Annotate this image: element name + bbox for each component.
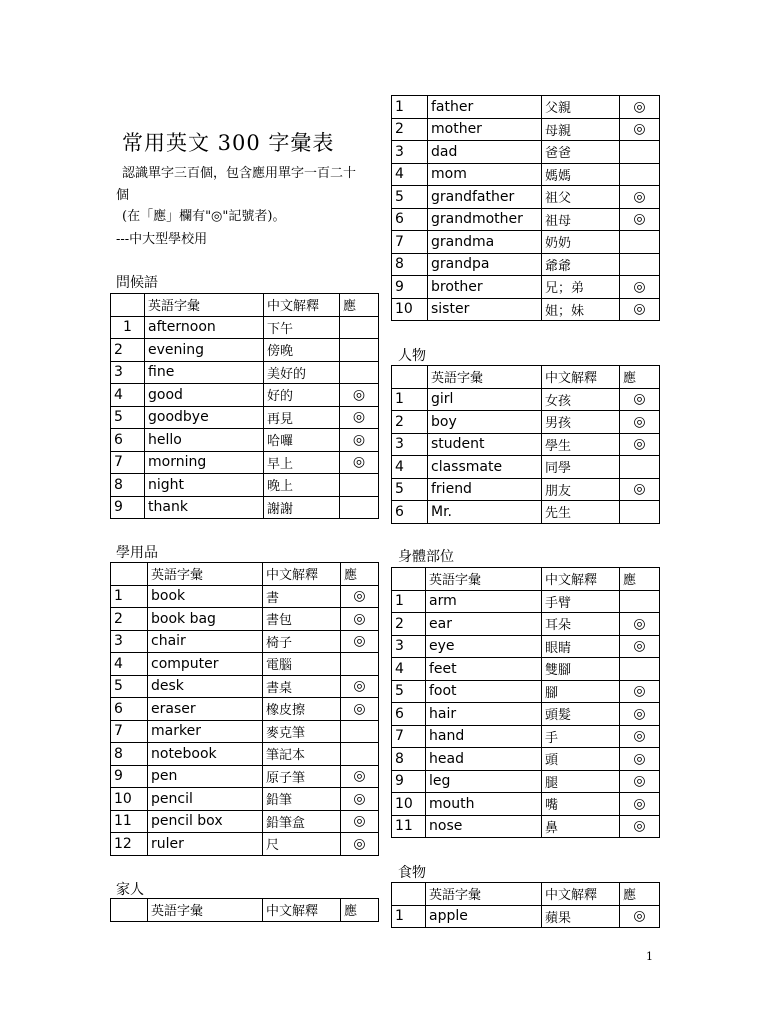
chinese-meaning: 傍晚 bbox=[264, 339, 340, 362]
header-chinese: 中文解釋 bbox=[263, 563, 341, 586]
applied-mark: ◎ bbox=[341, 608, 379, 631]
row-number: 12 bbox=[111, 833, 148, 856]
chinese-meaning: 橡皮擦 bbox=[263, 698, 341, 721]
header-applied: 應 bbox=[620, 883, 660, 906]
table-row bbox=[392, 253, 660, 276]
applied-mark bbox=[340, 496, 379, 519]
applied-mark: ◎ bbox=[620, 703, 660, 726]
header-chinese: 中文解釋 bbox=[542, 568, 620, 591]
table-row bbox=[111, 833, 379, 856]
family-table-continued bbox=[391, 95, 660, 321]
english-word: arm bbox=[426, 590, 542, 613]
applied-mark bbox=[620, 141, 660, 164]
chinese-meaning: 謝謝 bbox=[264, 496, 340, 519]
intro-school: ---中大型學校用 bbox=[116, 232, 208, 247]
row-number: 6 bbox=[392, 208, 428, 231]
english-word: brother bbox=[428, 276, 542, 299]
applied-mark: ◎ bbox=[620, 388, 660, 411]
people-table bbox=[391, 365, 660, 524]
row-number: 5 bbox=[111, 675, 148, 698]
row-number: 1 bbox=[392, 388, 428, 411]
chinese-meaning: 姐；妹 bbox=[542, 298, 620, 321]
applied-mark bbox=[341, 653, 379, 676]
chinese-meaning: 手 bbox=[542, 725, 620, 748]
row-number: 6 bbox=[392, 501, 428, 524]
table-row bbox=[392, 141, 660, 164]
chinese-meaning: 雙腳 bbox=[542, 658, 620, 681]
intro-line-1: 認識單字三百個，包含應用單字一百二十 bbox=[122, 166, 357, 181]
row-number: 3 bbox=[392, 635, 426, 658]
food-table bbox=[391, 882, 660, 928]
chinese-meaning: 腳 bbox=[542, 680, 620, 703]
applied-mark: ◎ bbox=[341, 765, 379, 788]
chinese-meaning: 女孩 bbox=[542, 388, 620, 411]
applied-mark: ◎ bbox=[620, 613, 660, 636]
chinese-meaning: 男孩 bbox=[542, 411, 620, 434]
applied-mark bbox=[620, 231, 660, 254]
applied-mark bbox=[620, 456, 660, 479]
table-row bbox=[392, 231, 660, 254]
table-row bbox=[392, 276, 660, 299]
chinese-meaning: 爸爸 bbox=[542, 141, 620, 164]
chinese-meaning: 再見 bbox=[264, 406, 340, 429]
section-title-food: 食物 bbox=[398, 865, 426, 881]
table-row bbox=[392, 118, 660, 141]
english-word: mouth bbox=[426, 793, 542, 816]
chinese-meaning: 晚上 bbox=[264, 474, 340, 497]
english-word: marker bbox=[148, 720, 263, 743]
row-number: 5 bbox=[111, 406, 145, 429]
table-row bbox=[392, 635, 660, 658]
header-english: 英語字彙 bbox=[148, 899, 263, 922]
table-row bbox=[392, 433, 660, 456]
chinese-meaning: 鼻 bbox=[542, 815, 620, 838]
applied-mark: ◎ bbox=[340, 429, 379, 452]
row-number: 1 bbox=[392, 96, 428, 119]
english-word: apple bbox=[426, 905, 542, 928]
applied-mark bbox=[340, 339, 379, 362]
table-row bbox=[111, 361, 379, 384]
table-row bbox=[111, 765, 379, 788]
english-word: hello bbox=[145, 429, 264, 452]
body-parts-table bbox=[391, 567, 660, 838]
english-word: sister bbox=[428, 298, 542, 321]
chinese-meaning: 鉛筆盒 bbox=[263, 810, 341, 833]
row-number: 10 bbox=[111, 788, 148, 811]
chinese-meaning: 椅子 bbox=[263, 630, 341, 653]
chinese-meaning: 電腦 bbox=[263, 653, 341, 676]
english-word: afternoon bbox=[145, 316, 264, 339]
row-number: 7 bbox=[111, 720, 148, 743]
header-chinese: 中文解釋 bbox=[264, 294, 340, 317]
row-number: 1 bbox=[111, 316, 145, 339]
chinese-meaning: 同學 bbox=[542, 456, 620, 479]
header-applied: 應 bbox=[341, 899, 379, 922]
chinese-meaning: 蘋果 bbox=[542, 905, 620, 928]
row-number: 5 bbox=[392, 680, 426, 703]
table-row bbox=[111, 474, 379, 497]
header-english: 英語字彙 bbox=[145, 294, 264, 317]
row-number: 3 bbox=[392, 433, 428, 456]
row-number: 2 bbox=[111, 608, 148, 631]
row-number: 9 bbox=[111, 496, 145, 519]
table-row bbox=[392, 793, 660, 816]
section-title-family: 家人 bbox=[116, 882, 144, 898]
row-number: 4 bbox=[392, 163, 428, 186]
applied-mark bbox=[340, 474, 379, 497]
header-blank-cell bbox=[111, 563, 148, 586]
table-row bbox=[111, 720, 379, 743]
english-word: hair bbox=[426, 703, 542, 726]
row-number: 3 bbox=[111, 630, 148, 653]
english-word: eraser bbox=[148, 698, 263, 721]
english-word: ruler bbox=[148, 833, 263, 856]
chinese-meaning: 頭髮 bbox=[542, 703, 620, 726]
chinese-meaning: 書 bbox=[263, 585, 341, 608]
table-row bbox=[392, 590, 660, 613]
applied-mark bbox=[341, 743, 379, 766]
table-row bbox=[392, 905, 660, 928]
applied-mark: ◎ bbox=[620, 186, 660, 209]
table-row bbox=[111, 788, 379, 811]
family-table bbox=[110, 898, 379, 922]
english-word: boy bbox=[428, 411, 542, 434]
header-applied: 應 bbox=[620, 366, 660, 389]
greetings-table bbox=[110, 293, 379, 519]
chinese-meaning: 爺爺 bbox=[542, 253, 620, 276]
chinese-meaning: 早上 bbox=[264, 451, 340, 474]
applied-mark bbox=[620, 590, 660, 613]
header-chinese: 中文解釋 bbox=[542, 883, 620, 906]
applied-mark: ◎ bbox=[341, 698, 379, 721]
english-word: leg bbox=[426, 770, 542, 793]
english-word: computer bbox=[148, 653, 263, 676]
chinese-meaning: 眼睛 bbox=[542, 635, 620, 658]
table-row bbox=[392, 186, 660, 209]
table-row bbox=[392, 456, 660, 479]
header-english: 英語字彙 bbox=[148, 563, 263, 586]
applied-mark bbox=[340, 316, 379, 339]
school-supplies-table bbox=[110, 562, 379, 856]
applied-mark: ◎ bbox=[341, 630, 379, 653]
applied-mark: ◎ bbox=[341, 788, 379, 811]
table-row bbox=[392, 613, 660, 636]
row-number: 10 bbox=[392, 793, 426, 816]
english-word: pen bbox=[148, 765, 263, 788]
header-blank-cell bbox=[111, 899, 148, 922]
english-word: pencil box bbox=[148, 810, 263, 833]
applied-mark: ◎ bbox=[341, 585, 379, 608]
english-word: chair bbox=[148, 630, 263, 653]
chinese-meaning: 祖父 bbox=[542, 186, 620, 209]
english-word: grandpa bbox=[428, 253, 542, 276]
header-chinese: 中文解釋 bbox=[542, 366, 620, 389]
english-word: mother bbox=[428, 118, 542, 141]
chinese-meaning: 下午 bbox=[264, 316, 340, 339]
row-number: 3 bbox=[392, 141, 428, 164]
table-header-row bbox=[392, 366, 660, 389]
english-word: feet bbox=[426, 658, 542, 681]
header-blank-cell bbox=[392, 883, 426, 906]
table-header-row bbox=[111, 563, 379, 586]
section-title-greetings: 問候語 bbox=[116, 275, 158, 291]
english-word: evening bbox=[145, 339, 264, 362]
table-row bbox=[392, 388, 660, 411]
table-row bbox=[392, 770, 660, 793]
applied-mark: ◎ bbox=[620, 478, 660, 501]
table-header-row bbox=[111, 294, 379, 317]
row-number: 6 bbox=[111, 429, 145, 452]
header-english: 英語字彙 bbox=[426, 883, 542, 906]
row-number: 8 bbox=[392, 748, 426, 771]
applied-mark: ◎ bbox=[620, 276, 660, 299]
applied-mark bbox=[620, 163, 660, 186]
header-blank-cell bbox=[392, 366, 428, 389]
row-number: 4 bbox=[111, 384, 145, 407]
chinese-meaning: 兄；弟 bbox=[542, 276, 620, 299]
chinese-meaning: 手臂 bbox=[542, 590, 620, 613]
row-number: 11 bbox=[111, 810, 148, 833]
applied-mark: ◎ bbox=[620, 635, 660, 658]
english-word: father bbox=[428, 96, 542, 119]
english-word: pencil bbox=[148, 788, 263, 811]
applied-mark: ◎ bbox=[620, 411, 660, 434]
applied-mark: ◎ bbox=[341, 833, 379, 856]
applied-mark: ◎ bbox=[340, 384, 379, 407]
section-title-people: 人物 bbox=[398, 348, 426, 364]
table-row bbox=[111, 810, 379, 833]
table-row bbox=[392, 725, 660, 748]
applied-mark: ◎ bbox=[620, 815, 660, 838]
table-row bbox=[111, 608, 379, 631]
table-row bbox=[111, 339, 379, 362]
table-row bbox=[111, 653, 379, 676]
english-word: grandma bbox=[428, 231, 542, 254]
row-number: 1 bbox=[392, 590, 426, 613]
document-title: 常用英文 300 字彙表 bbox=[122, 131, 335, 155]
row-number: 9 bbox=[392, 276, 428, 299]
applied-mark bbox=[620, 253, 660, 276]
row-number: 10 bbox=[392, 298, 428, 321]
applied-mark: ◎ bbox=[620, 208, 660, 231]
english-word: desk bbox=[148, 675, 263, 698]
row-number: 1 bbox=[392, 905, 426, 928]
table-row bbox=[392, 96, 660, 119]
row-number: 2 bbox=[392, 118, 428, 141]
header-applied: 應 bbox=[341, 563, 379, 586]
english-word: fine bbox=[145, 361, 264, 384]
table-row bbox=[111, 429, 379, 452]
english-word: Mr. bbox=[428, 501, 542, 524]
english-word: nose bbox=[426, 815, 542, 838]
table-row bbox=[392, 478, 660, 501]
row-number: 4 bbox=[392, 456, 428, 479]
chinese-meaning: 耳朵 bbox=[542, 613, 620, 636]
table-header-row bbox=[392, 883, 660, 906]
chinese-meaning: 朋友 bbox=[542, 478, 620, 501]
table-row bbox=[111, 630, 379, 653]
chinese-meaning: 書桌 bbox=[263, 675, 341, 698]
english-word: goodbye bbox=[145, 406, 264, 429]
intro-note: (在「應」欄有"◎"記號者)。 bbox=[122, 209, 286, 224]
row-number: 6 bbox=[392, 703, 426, 726]
table-header-row bbox=[111, 899, 379, 922]
english-word: head bbox=[426, 748, 542, 771]
section-title-school: 學用品 bbox=[116, 545, 158, 561]
table-row bbox=[111, 406, 379, 429]
table-row bbox=[392, 501, 660, 524]
chinese-meaning: 書包 bbox=[263, 608, 341, 631]
english-word: mom bbox=[428, 163, 542, 186]
chinese-meaning: 鉛筆 bbox=[263, 788, 341, 811]
row-number: 1 bbox=[111, 585, 148, 608]
header-blank-cell bbox=[392, 568, 426, 591]
english-word: book bag bbox=[148, 608, 263, 631]
table-row bbox=[392, 748, 660, 771]
chinese-meaning: 學生 bbox=[542, 433, 620, 456]
page-number: 1 bbox=[646, 950, 653, 963]
table-row bbox=[111, 698, 379, 721]
applied-mark: ◎ bbox=[341, 675, 379, 698]
chinese-meaning: 麥克筆 bbox=[263, 720, 341, 743]
english-word: notebook bbox=[148, 743, 263, 766]
header-english: 英語字彙 bbox=[426, 568, 542, 591]
applied-mark: ◎ bbox=[340, 451, 379, 474]
row-number: 7 bbox=[111, 451, 145, 474]
applied-mark: ◎ bbox=[620, 770, 660, 793]
table-row bbox=[392, 208, 660, 231]
row-number: 9 bbox=[392, 770, 426, 793]
applied-mark: ◎ bbox=[620, 96, 660, 119]
header-applied: 應 bbox=[620, 568, 660, 591]
english-word: grandfather bbox=[428, 186, 542, 209]
english-word: morning bbox=[145, 451, 264, 474]
applied-mark: ◎ bbox=[620, 298, 660, 321]
table-row bbox=[392, 411, 660, 434]
english-word: classmate bbox=[428, 456, 542, 479]
row-number: 2 bbox=[111, 339, 145, 362]
applied-mark: ◎ bbox=[620, 748, 660, 771]
applied-mark: ◎ bbox=[620, 905, 660, 928]
english-word: foot bbox=[426, 680, 542, 703]
row-number: 2 bbox=[392, 411, 428, 434]
applied-mark: ◎ bbox=[620, 680, 660, 703]
table-row bbox=[111, 451, 379, 474]
chinese-meaning: 父親 bbox=[542, 96, 620, 119]
table-row bbox=[392, 658, 660, 681]
english-word: eye bbox=[426, 635, 542, 658]
header-english: 英語字彙 bbox=[428, 366, 542, 389]
english-word: dad bbox=[428, 141, 542, 164]
chinese-meaning: 好的 bbox=[264, 384, 340, 407]
applied-mark bbox=[340, 361, 379, 384]
header-chinese: 中文解釋 bbox=[263, 899, 341, 922]
chinese-meaning: 原子筆 bbox=[263, 765, 341, 788]
row-number: 7 bbox=[392, 725, 426, 748]
applied-mark: ◎ bbox=[340, 406, 379, 429]
row-number: 9 bbox=[111, 765, 148, 788]
english-word: girl bbox=[428, 388, 542, 411]
row-number: 5 bbox=[392, 478, 428, 501]
chinese-meaning: 哈囉 bbox=[264, 429, 340, 452]
row-number: 11 bbox=[392, 815, 426, 838]
applied-mark bbox=[341, 720, 379, 743]
english-word: hand bbox=[426, 725, 542, 748]
english-word: ear bbox=[426, 613, 542, 636]
english-word: book bbox=[148, 585, 263, 608]
table-row bbox=[111, 743, 379, 766]
row-number: 4 bbox=[392, 658, 426, 681]
chinese-meaning: 嘴 bbox=[542, 793, 620, 816]
applied-mark bbox=[620, 501, 660, 524]
table-row bbox=[392, 163, 660, 186]
row-number: 3 bbox=[111, 361, 145, 384]
header-applied: 應 bbox=[340, 294, 379, 317]
table-row bbox=[392, 680, 660, 703]
chinese-meaning: 祖母 bbox=[542, 208, 620, 231]
row-number: 4 bbox=[111, 653, 148, 676]
english-word: student bbox=[428, 433, 542, 456]
applied-mark: ◎ bbox=[620, 118, 660, 141]
english-word: grandmother bbox=[428, 208, 542, 231]
table-row bbox=[392, 815, 660, 838]
chinese-meaning: 尺 bbox=[263, 833, 341, 856]
table-row bbox=[111, 316, 379, 339]
chinese-meaning: 母親 bbox=[542, 118, 620, 141]
english-word: thank bbox=[145, 496, 264, 519]
table-row bbox=[111, 585, 379, 608]
applied-mark: ◎ bbox=[341, 810, 379, 833]
english-word: friend bbox=[428, 478, 542, 501]
header-blank-cell bbox=[111, 294, 145, 317]
intro-line-2: 個 bbox=[116, 188, 130, 203]
english-word: good bbox=[145, 384, 264, 407]
applied-mark bbox=[620, 658, 660, 681]
chinese-meaning: 奶奶 bbox=[542, 231, 620, 254]
applied-mark: ◎ bbox=[620, 433, 660, 456]
row-number: 6 bbox=[111, 698, 148, 721]
chinese-meaning: 美好的 bbox=[264, 361, 340, 384]
row-number: 8 bbox=[111, 474, 145, 497]
chinese-meaning: 頭 bbox=[542, 748, 620, 771]
row-number: 7 bbox=[392, 231, 428, 254]
chinese-meaning: 先生 bbox=[542, 501, 620, 524]
applied-mark: ◎ bbox=[620, 725, 660, 748]
table-row bbox=[392, 703, 660, 726]
row-number: 2 bbox=[392, 613, 426, 636]
english-word: night bbox=[145, 474, 264, 497]
table-row bbox=[111, 384, 379, 407]
chinese-meaning: 媽媽 bbox=[542, 163, 620, 186]
table-row bbox=[111, 675, 379, 698]
section-title-body: 身體部位 bbox=[398, 549, 454, 565]
row-number: 8 bbox=[111, 743, 148, 766]
table-row bbox=[392, 298, 660, 321]
table-row bbox=[111, 496, 379, 519]
table-header-row bbox=[392, 568, 660, 591]
row-number: 8 bbox=[392, 253, 428, 276]
chinese-meaning: 腿 bbox=[542, 770, 620, 793]
chinese-meaning: 筆記本 bbox=[263, 743, 341, 766]
row-number: 5 bbox=[392, 186, 428, 209]
applied-mark: ◎ bbox=[620, 793, 660, 816]
